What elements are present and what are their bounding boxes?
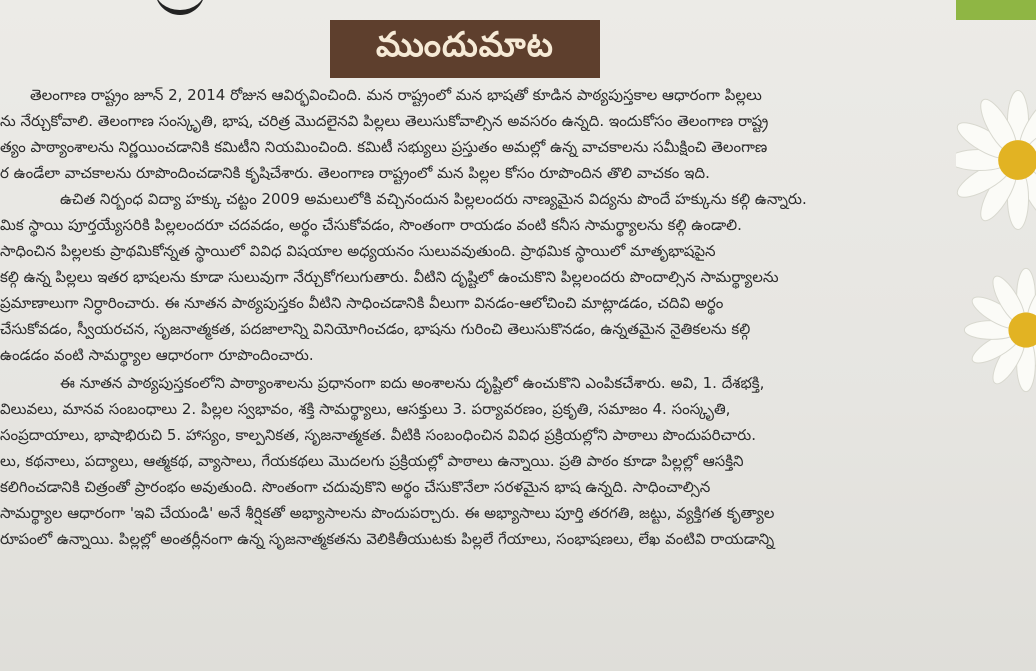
text-line: మిక స్థాయి పూర్తయ్యేసరికి పిల్లలందరూ చదవడం, అర్థం చేసుకోవడం, సొంతంగా రాయడం వంటి కనీస సామర్థ్యాలను కల్గి ఉండాలి. xyxy=(0,216,742,234)
text-line: ఉచిత నిర్బంధ విద్యా హక్కు చట్టం 2009 అమలులోకి వచ్చినందున పిల్లలందరు నాణ్యమైన విద్యను పొందే హక్కును కల్గి ఉన్నారు. xyxy=(60,190,807,208)
text-line: రూపంలో ఉన్నాయి. పిల్లల్లో అంతర్లీనంగా ఉన్న సృజనాత్మకతను వెలికితీయుటకు పిల్లలే గేయాలు, సంభాషణలు, లేఖ వంటివి రాయడాన్ని xyxy=(0,530,775,548)
leaf-decoration xyxy=(956,0,1036,20)
flower-decoration xyxy=(956,0,1036,671)
text-line: తెలంగాణ రాష్ట్రం జూన్ 2, 2014 రోజున ఆవిర్భవించింది. మన రాష్ట్రంలో మన భాషతో కూడిన పాఠ్యపుస్తకాల ఆధారంగా పిల్లలు xyxy=(30,86,762,104)
text-line: ర ఉండేలా వాచకాలను రూపొందించడానికి కృషిచేశారు. తెలంగాణ రాష్ట్రంలో మన పిల్లల కోసం రూపొందిన తొలి వాచకం ఇది. xyxy=(0,164,710,182)
text-line: కలిగించడానికి చిత్రంతో ప్రారంభం అవుతుంది. సొంతంగా చదువుకొని అర్థం చేసుకొనేలా సరళమైన భాష ఉన్నది. సాధించాల్సిన xyxy=(0,478,711,496)
text-line: చేసుకోవడం, స్వీయరచన, సృజనాత్మకత, పదజాలాన్ని వినియోగించడం, భాషను గురించి తెలుసుకొనడం, ఉన్నతమైన నైతికలను కల్గి xyxy=(0,320,751,338)
text-line: కల్గి ఉన్న పిల్లలు ఇతర భాషలను కూడా సులువుగా నేర్చుకోగలుగుతారు. వీటిని దృష్టిలో ఉంచుకొని పిల్లలందరు పొందాల్సిన సామర్థ్యాలను xyxy=(0,268,779,286)
page-title: ముందుమాట xyxy=(376,25,554,65)
daisy-flower-icon xyxy=(956,40,1036,460)
heading-banner xyxy=(330,20,600,78)
text-line: సంప్రదాయాలు, భాషాభిరుచి 5. హాస్యం, కాల్పనికత, సృజనాత్మకత. వీటికి సంబంధించిన వివిధ ప్రక్రియల్లోని పాఠాలు పొందుపరిచారు. xyxy=(0,426,757,444)
text-line: విలువలు, మానవ సంబంధాలు 2. పిల్లల స్వభావం, శక్తి సామర్థ్యాలు, ఆసక్తులు 3. పర్యావరణం, ప్రకృతి, సమాజం 4. సంస్కృతి, xyxy=(0,400,731,418)
text-line: ఈ నూతన పాఠ్యపుస్తకంలోని పాఠ్యాంశాలను ప్రధానంగా ఐదు అంశాలను దృష్టిలో ఉంచుకొని ఎంపికచేశారు. అవి, 1. దేశభక్తి, xyxy=(60,374,765,392)
text-line: సామర్థ్యాల ఆధారంగా 'ఇవి చేయండి' అనే శీర్షికతో అభ్యాసాలను పొందుపర్చారు. ఈ అభ్యాసాలు పూర్తి తరగతి, జట్టు, వ్యక్తిగత కృత్యాల xyxy=(0,504,775,522)
text-line: త్యం పాఠ్యాంశాలను నిర్ణయించడానికి కమిటీని నియమించింది. కమిటీ సభ్యులు ప్రస్తుతం అమల్లో ఉన్న వాచకాలను సమీక్షించి తెలంగాణ xyxy=(0,138,768,156)
text-line: ఉండడం వంటి సామర్థ్యాల ఆధారంగా రూపొందించారు. xyxy=(0,346,314,364)
text-line: సాధించిన పిల్లలకు ప్రాథమికోన్నత స్థాయిలో వివిధ విషయాల అధ్యయనం సులువవుతుంది. ప్రాథమిక స్థాయిలో మాతృభాషపైన xyxy=(0,242,716,260)
text-line: ప్రమాణాలుగా నిర్ధారించారు. ఈ నూతన పాఠ్యపుస్తకం వీటిని సాధించడానికి వీలుగా వినడం-ఆలోచించి మాట్లాడడం, చదివి అర్థం xyxy=(0,294,724,312)
preface-body xyxy=(0,82,990,552)
text-line: లు, కథనాలు, పద్యాలు, ఆత్మకథ, వ్యాసాలు, గేయకథలు మొదలగు ప్రక్రియల్లో పాఠాలు ఉన్నాయి. ప్రతి పాఠం కూడా పిల్లల్లో ఆసక్తిని xyxy=(0,452,744,470)
decorative-arc xyxy=(155,0,205,15)
text-line: ను నేర్చుకోవాలి. తెలంగాణ సంస్కృతి, భాష, చరిత్ర మొదలైనవి పిల్లలు తెలుసుకోవాల్సిన అవసరం ఉన్నది. ఇందుకోసం తెలంగాణ రాష్ట్ర xyxy=(0,112,769,130)
